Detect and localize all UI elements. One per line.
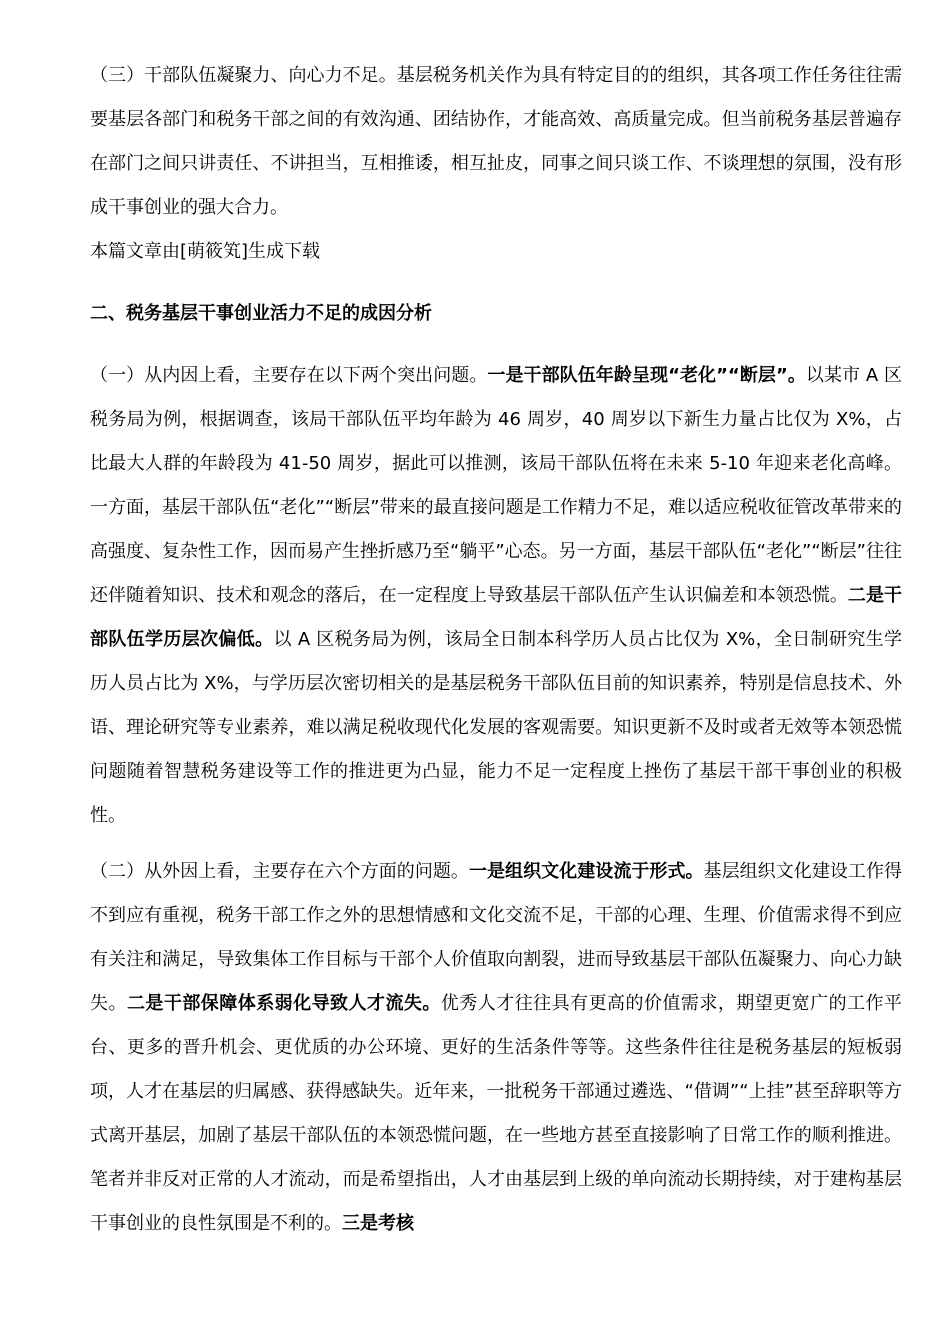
section-heading: 二、税务基层干事创业活力不足的成因分析 bbox=[90, 303, 432, 324]
external-causes-paragraph bbox=[90, 850, 902, 1246]
external-intro: （二）从外因上看，主要存在六个方面的问题。 bbox=[90, 861, 469, 882]
internal-point2-title: 二是干部队伍学历层次偏低。 bbox=[90, 585, 902, 650]
document-page bbox=[90, 54, 902, 1246]
download-note: 本篇文章由[萌筱笂]生成下载 bbox=[90, 241, 321, 262]
internal-intro: （一）从内因上看，主要存在以下两个突出问题。 bbox=[90, 365, 488, 386]
external-point2-text: 优秀人才往往具有更高的价值需求，期望更宽广的工作平台、更多的晋升机会、更优质的办公环境、更好的生活条件等等。这些条件往往是税务基层的短板弱项，人才在基层的归属感、获得感缺失。近年来，一批税务干部通过遴选、“借调”“上挂”甚至辞职等方式离开基层，加剧了基层干部队伍的本领恐慌问题，在一些地方甚至直接影响了日常工作的顺利推进。笔者并非反对正常的人才流动，而是希望指出，人才由基层到上级的单向流动长期持续，对于建构基层干事创业的良性氛围是不利的。 bbox=[90, 993, 903, 1234]
internal-point1-title: 一是干部队伍年龄呈现“老化”“断层”。 bbox=[487, 365, 806, 386]
external-point1-text: 基层组织文化建设工作得不到应有重视，税务干部工作之外的思想情感和文化交流不足，干部的心理、生理、价值需求得不到应有关注和满足，导致集体工作目标与干部个人价值取向割裂，进而导致基层干部队伍凝聚力、向心力缺失。 bbox=[90, 861, 903, 1014]
internal-causes-paragraph bbox=[90, 354, 902, 838]
internal-point1-text: 以某市 A 区税务局为例，根据调查，该局干部队伍平均年龄为 46 周岁，40 周岁以下新生力量占比仅为 X%，占比最大人群的年龄段为 41-50 周岁，据此可以推测，该局干部队伍将在未来 5-10 年迎来老化高峰。一方面，基层干部队伍“老化”“断层”带来的最直接问题是工作精力不足，难以适应税收征管改革带来的高强度、复杂性工作，因而易产生挫折感乃至“躺平”心态。另一方面，基层干部队伍“老化”“断层”往往还伴随着知识、技术和观念的落后，在一定程度上导致基层干部队伍产生认识偏差和本领恐慌。 bbox=[90, 365, 902, 606]
section3-paragraph bbox=[90, 54, 902, 230]
section3-text: （三）干部队伍凝聚力、向心力不足。基层税务机关作为具有特定目的的组织，其各项工作任务往往需要基层各部门和税务干部之间的有效沟通、团结协作，才能高效、高质量完成。但当前税务基层普遍存在部门之间只讲责任、不讲担当，互相推诿，相互扯皮，同事之间只谈工作、不谈理想的氛围，没有形成干事创业的强大合力。 bbox=[90, 65, 902, 218]
internal-point2-text: 以 A 区税务局为例，该局全日制本科学历人员占比仅为 X%，全日制研究生学历人员占比为 X%，与学历层次密切相关的是基层税务干部队伍目前的知识素养，特别是信息技术、外语、理论研究等专业素养，难以满足税收现代化发展的客观需要。知识更新不及时或者无效等本领恐慌问题随着智慧税务建设等工作的推进更为凸显，能力不足一定程度上挫伤了基层干部干事创业的积极性。 bbox=[90, 629, 902, 826]
external-point3-title: 三是考核 bbox=[342, 1213, 414, 1234]
external-point2-title: 二是干部保障体系弱化导致人才流失。 bbox=[126, 993, 441, 1014]
external-point1-title: 一是组织文化建设流于形式。 bbox=[468, 861, 704, 882]
